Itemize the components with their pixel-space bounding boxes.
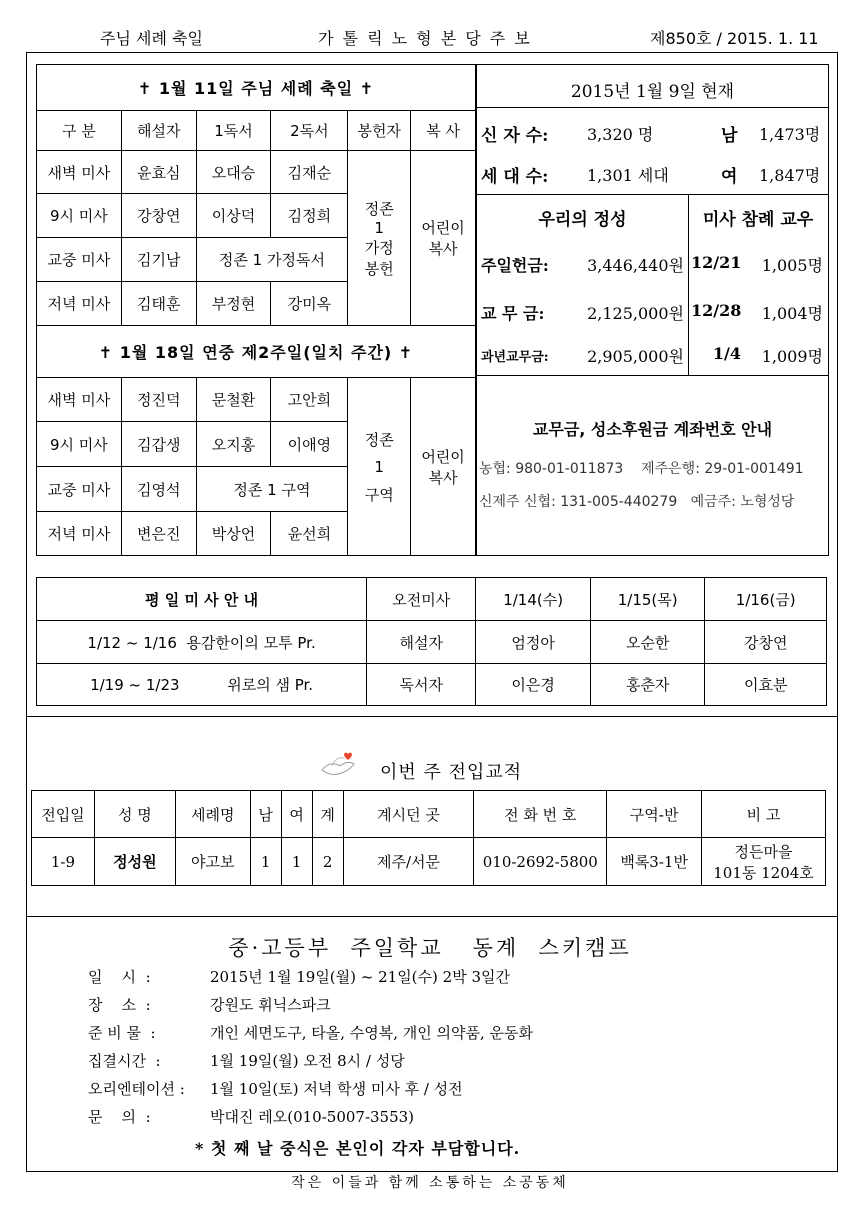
attendance-title: 미사 참례 교우 (702, 210, 814, 230)
believers-value: 3,320 명 (587, 125, 654, 144)
readings: 정존 1 가정독서 (196, 238, 348, 282)
transfer-name: 정성원 (94, 838, 175, 886)
col-header: 복 사 (411, 111, 476, 151)
camp-label: 오리엔테이션 : (88, 1080, 185, 1098)
mass-name: 9시 미사 (37, 194, 122, 238)
offering-line: 가정 (364, 238, 394, 257)
transfer-table (31, 790, 826, 886)
camp-value: 강원도 휘닉스파크 (210, 996, 331, 1014)
transfer-district: 백록3-1반 (607, 838, 702, 886)
weekday-morning: 오전미사 (367, 578, 476, 621)
mass-name: 새벽 미사 (37, 378, 122, 422)
transfer-from: 제주/서문 (343, 838, 474, 886)
households-value: 1,301 세대 (587, 166, 669, 185)
server-cell (411, 378, 476, 556)
commentator: 정진덕 (121, 378, 196, 422)
accounts-line2: 신제주 신협: 131-005-440279 예금주: 노형성당 (479, 494, 795, 510)
offering-line: 정존 (364, 199, 394, 218)
weekday-date: 1/16(금) (705, 578, 827, 621)
offerings-title: 우리의 정성 (538, 210, 627, 230)
ministry-table (36, 64, 476, 556)
offering-label: 교 무 금: (481, 304, 545, 323)
dove-icon (318, 750, 358, 782)
weekday-role: 해설자 (367, 621, 476, 664)
reading2: 강미옥 (271, 282, 348, 326)
attendance-date: 1/4 (712, 344, 741, 363)
weekday-title: 평 일 미 사 안 내 (37, 578, 367, 621)
footer-slogan: 작은 이들과 함께 소통하는 소공동체 (291, 1175, 569, 1191)
transfer-baptismal: 야고보 (175, 838, 250, 886)
transfer-header: 전 화 번 호 (474, 791, 607, 838)
transfer-header: 여 (281, 791, 312, 838)
transfer-note-line: 101동 1204호 (713, 863, 814, 882)
offering-value: 2,905,000원 (587, 347, 684, 366)
accounts-title: 교무금, 성소후원금 계좌번호 안내 (532, 420, 773, 439)
offering-line: 정존 (364, 430, 394, 449)
transfer-header: 세례명 (175, 791, 250, 838)
male-value: 1,473명 (759, 125, 821, 144)
offering-line: 구역 (364, 485, 394, 504)
weekday-table (36, 577, 827, 706)
attendance-count: 1,004명 (761, 304, 823, 323)
reading1: 오지홍 (196, 422, 271, 467)
reading2: 고안희 (271, 378, 348, 422)
server-line: 복사 (428, 468, 458, 487)
stats-asof: 2015년 1월 9일 현재 (570, 82, 735, 102)
week2-title: ✝ 1월 18일 연중 제2주일(일치 주간) ✝ (37, 326, 476, 378)
offering-line: 1 (374, 218, 384, 237)
believers-label: 신 자 수: (481, 126, 549, 146)
transfer-total: 2 (312, 838, 343, 886)
mass-name: 교중 미사 (37, 238, 122, 282)
reading1: 문철환 (196, 378, 271, 422)
accounts-line1: 농협: 980-01-011873 제주은행: 29-01-001491 (479, 461, 804, 477)
transfer-header: 성 명 (94, 791, 175, 838)
weekday-person: 오순한 (590, 621, 705, 664)
week1-title: ✝ 1월 11일 주님 세례 축일 ✝ (37, 65, 476, 111)
stats-panel (476, 64, 829, 556)
camp-title: 중·고등부 주일학교 동계 스키캠프 (228, 936, 632, 960)
reading2: 김재순 (271, 151, 348, 194)
female-label: 여 (721, 167, 738, 187)
server-line: 복사 (428, 240, 458, 258)
mass-name: 새벽 미사 (37, 151, 122, 194)
col-header: 2독서 (271, 111, 348, 151)
households-label: 세 대 수: (481, 167, 549, 187)
commentator: 변은진 (121, 512, 196, 556)
offering-line: 1 (374, 457, 384, 476)
transfer-header: 계 (312, 791, 343, 838)
camp-notice: * 첫 째 날 중식은 본인이 각자 부담합니다. (195, 1139, 521, 1158)
female-value: 1,847명 (759, 166, 821, 185)
camp-value: 개인 세면도구, 타올, 수영복, 개인 의약품, 운동화 (210, 1024, 533, 1042)
transfer-title: 이번 주 전입교적 (380, 762, 523, 783)
offering-value: 3,446,440원 (587, 256, 684, 275)
camp-label: 문 의 : (88, 1108, 151, 1126)
transfer-header: 구역-반 (607, 791, 702, 838)
commentator: 강창연 (121, 194, 196, 238)
camp-value: 1월 10일(토) 저녁 학생 미사 후 / 성전 (210, 1080, 463, 1098)
weekday-period: 1/12 ~ 1/16 용감한이의 모투 Pr. (37, 621, 367, 664)
col-header: 봉헌자 (348, 111, 411, 151)
camp-label: 장 소 : (88, 996, 151, 1014)
mass-name: 저녁 미사 (37, 282, 122, 326)
transfer-female: 1 (281, 838, 312, 886)
commentator: 김갑생 (121, 422, 196, 467)
transfer-phone: 010-2692-5800 (474, 838, 607, 886)
header-right: 제850호 / 2015. 1. 11 (650, 29, 819, 48)
readings: 정존 1 구역 (196, 467, 348, 512)
col-header: 1독서 (196, 111, 271, 151)
mass-name: 저녁 미사 (37, 512, 122, 556)
weekday-person: 강창연 (705, 621, 827, 664)
weekday-date: 1/15(목) (590, 578, 705, 621)
offering-label: 과년교무금: (481, 350, 549, 365)
attendance-count: 1,005명 (761, 256, 823, 275)
offering-cell (348, 378, 411, 556)
commentator: 김기남 (121, 238, 196, 282)
commentator: 김영석 (121, 467, 196, 512)
reading1: 부정현 (196, 282, 271, 326)
col-header: 해설자 (121, 111, 196, 151)
camp-value: 2015년 1월 19일(월) ~ 21일(수) 2박 3일간 (210, 968, 510, 986)
server-cell (411, 151, 476, 326)
transfer-header: 전입일 (32, 791, 95, 838)
commentator: 김태훈 (121, 282, 196, 326)
camp-label: 집결시간 : (88, 1052, 161, 1070)
reading2: 김정희 (271, 194, 348, 238)
weekday-person: 이은경 (476, 664, 591, 706)
reading1: 박상언 (196, 512, 271, 556)
col-header: 구 분 (37, 111, 122, 151)
server-line: 어린이 (421, 219, 465, 237)
weekday-period: 1/19 ~ 1/23 위로의 샘 Pr. (37, 664, 367, 706)
reading2: 윤선희 (271, 512, 348, 556)
transfer-header: 계시던 곳 (343, 791, 474, 838)
header-center: 가 톨 릭 노 형 본 당 주 보 (318, 29, 532, 48)
camp-value: 1월 19일(월) 오전 8시 / 성당 (210, 1052, 405, 1070)
offering-value: 2,125,000원 (587, 304, 684, 323)
transfer-note-line: 정든마을 (734, 842, 793, 861)
male-label: 남 (721, 126, 738, 146)
weekday-person: 홍춘자 (590, 664, 705, 706)
reading2: 이애영 (271, 422, 348, 467)
camp-label: 일 시 : (88, 968, 151, 986)
attendance-date: 12/21 (691, 253, 742, 272)
camp-label: 준 비 물 : (88, 1024, 156, 1042)
transfer-note (702, 838, 826, 886)
reading1: 오대승 (196, 151, 271, 194)
mass-name: 9시 미사 (37, 422, 122, 467)
header-left: 주님 세례 축일 (100, 29, 203, 48)
server-line: 어린이 (421, 447, 465, 466)
attendance-date: 12/28 (691, 301, 742, 320)
weekday-person: 이효분 (705, 664, 827, 706)
attendance-count: 1,009명 (761, 347, 823, 366)
weekday-role: 독서자 (367, 664, 476, 706)
transfer-header: 남 (250, 791, 281, 838)
camp-value: 박대진 레오(010-5007-3553) (210, 1108, 415, 1126)
commentator: 윤효심 (121, 151, 196, 194)
offering-label: 주일헌금: (481, 256, 549, 275)
transfer-header: 비 고 (702, 791, 826, 838)
reading1: 이상덕 (196, 194, 271, 238)
mass-name: 교중 미사 (37, 467, 122, 512)
weekday-person: 엄정아 (476, 621, 591, 664)
offering-line: 봉헌 (364, 259, 394, 278)
transfer-date: 1-9 (32, 838, 95, 886)
weekday-date: 1/14(수) (476, 578, 591, 621)
offering-cell (348, 151, 411, 326)
transfer-male: 1 (250, 838, 281, 886)
